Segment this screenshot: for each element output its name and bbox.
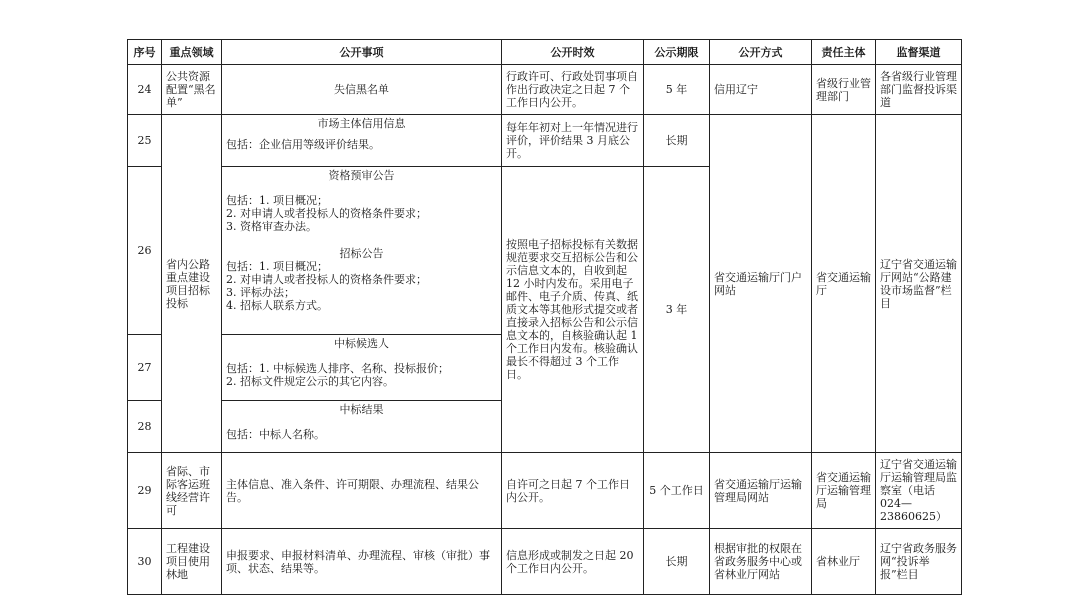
item-line: 2. 对申请人或者投标人的资格条件要求； <box>226 207 427 220</box>
item-cell <box>222 167 502 335</box>
item-title: 市场主体信用信息 <box>317 117 406 130</box>
item-body: 包括：企业信用等级评价结果。 <box>226 138 380 151</box>
domain-cell: 省际、市际客运班线经营许可 <box>162 453 222 529</box>
timeliness-cell: 行政许可、行政处罚事项自作出行政决定之日起 7 个工作日内公开。 <box>502 65 644 115</box>
row-number: 24 <box>128 65 162 115</box>
disclosure-table <box>127 39 962 595</box>
channel-cell: 辽宁省交通运输厅运输管理局监察室（电话 024—23860625） <box>876 453 962 529</box>
domain-cell: 省内公路重点建设项目招标投标 <box>162 115 222 453</box>
row-number: 29 <box>128 453 162 529</box>
table-header-row <box>128 40 962 65</box>
item-line: 2. 招标文件规定公示的其它内容。 <box>226 375 394 388</box>
row-number: 30 <box>128 529 162 595</box>
period-cell: 5 个工作日 <box>644 453 710 529</box>
item-title: 中标结果 <box>339 403 384 416</box>
subject-cell: 省交通运输厅 <box>812 115 876 453</box>
table-row <box>128 115 962 167</box>
row-number: 28 <box>128 401 162 453</box>
domain-cell: 公共资源配置“黑名单” <box>162 65 222 115</box>
table-row <box>128 529 962 595</box>
item-title: 招标公告 <box>339 247 384 260</box>
item-cell: 失信黑名单 <box>222 65 502 115</box>
header-channel: 监督渠道 <box>876 40 962 65</box>
period-cell: 3 年 <box>644 167 710 453</box>
period-cell: 长期 <box>644 529 710 595</box>
timeliness-cell: 自许可之日起 7 个工作日内公开。 <box>502 453 644 529</box>
item-cell <box>222 115 502 167</box>
period-cell: 长期 <box>644 115 710 167</box>
subject-cell: 省林业厅 <box>812 529 876 595</box>
header-number: 序号 <box>128 40 162 65</box>
method-cell: 信用辽宁 <box>710 65 812 115</box>
timeliness-cell: 按照电子招标投标有关数据规范要求交互招标公告和公示信息文本的，自收到起 12 小时内发布。采用电子邮件、电子介质、传真、纸质文本等其他形式提交或者直接录入招标公告和公示信息文本的，自核验确认起 1 个工作日内发布。核验确认最长不得超过 3 个工作日。 <box>502 167 644 453</box>
header-domain: 重点领域 <box>162 40 222 65</box>
header-period: 公示期限 <box>644 40 710 65</box>
period-cell: 5 年 <box>644 65 710 115</box>
row-number: 27 <box>128 335 162 401</box>
item-line: 3. 评标办法； <box>226 286 295 299</box>
subject-cell: 省交通运输厅运输管理局 <box>812 453 876 529</box>
channel-cell: 辽宁省政务服务网“投诉举报”栏目 <box>876 529 962 595</box>
item-cell <box>222 401 502 453</box>
subject-cell: 省级行业管理部门 <box>812 65 876 115</box>
timeliness-cell: 每年年初对上一年情况进行评价，评价结果 3 月底公开。 <box>502 115 644 167</box>
item-line: 包括：1. 项目概况； <box>226 260 328 273</box>
channel-cell: 辽宁省交通运输厅网站“公路建设市场监督”栏目 <box>876 115 962 453</box>
row-number: 25 <box>128 115 162 167</box>
header-item: 公开事项 <box>222 40 502 65</box>
item-cell <box>222 335 502 401</box>
item-cell: 主体信息、准入条件、许可期限、办理流程、结果公告。 <box>222 453 502 529</box>
item-line: 4. 招标人联系方式。 <box>226 299 328 312</box>
domain-cell: 工程建设项目使用林地 <box>162 529 222 595</box>
header-method: 公开方式 <box>710 40 812 65</box>
method-cell: 省交通运输厅门户网站 <box>710 115 812 453</box>
table-row <box>128 453 962 529</box>
item-title: 资格预审公告 <box>328 169 395 182</box>
channel-cell: 各省级行业管理部门监督投诉渠道 <box>876 65 962 115</box>
method-cell: 根据审批的权限在省政务服务中心或省林业厅网站 <box>710 529 812 595</box>
table-row <box>128 65 962 115</box>
item-line: 包括：中标人名称。 <box>226 428 325 441</box>
item-line: 2. 对申请人或者投标人的资格条件要求； <box>226 273 427 286</box>
item-line: 包括：1. 中标候选人排序、名称、投标报价； <box>226 362 449 375</box>
item-title: 中标候选人 <box>334 337 389 350</box>
method-cell: 省交通运输厅运输管理局网站 <box>710 453 812 529</box>
header-timeliness: 公开时效 <box>502 40 644 65</box>
item-cell: 申报要求、申报材料清单、办理流程、审核（审批）事项、状态、结果等。 <box>222 529 502 595</box>
row-number: 26 <box>128 167 162 335</box>
item-line: 包括：1. 项目概况； <box>226 194 328 207</box>
timeliness-cell: 信息形成或制发之日起 20 个工作日内公开。 <box>502 529 644 595</box>
item-line: 3. 资格审查办法。 <box>226 220 317 233</box>
header-subject: 责任主体 <box>812 40 876 65</box>
